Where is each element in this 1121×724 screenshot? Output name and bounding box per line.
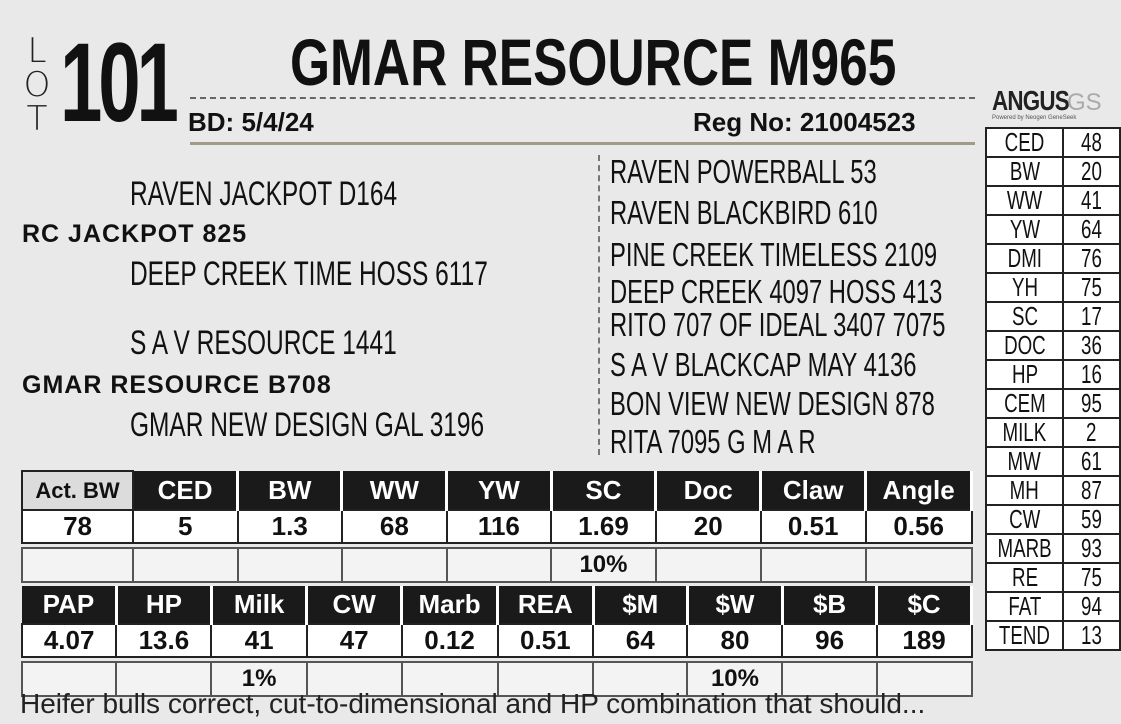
trait-percentile-text: 93 [1081, 533, 1102, 563]
birth-date-value: 5/4/24 [241, 107, 314, 137]
percentile-rank-table [985, 127, 1121, 651]
trait-label [986, 360, 1063, 389]
epd-percentile [761, 548, 866, 582]
pedigree-sire: RC JACKPOT 825 [22, 220, 248, 248]
percentile-row [986, 476, 1120, 505]
trait-label [986, 418, 1063, 447]
footer-text: Heifer bulls correct, cut-to-dimensional and HP combination that should... [20, 688, 926, 719]
trait-label [986, 186, 1063, 215]
epd-value: 20 [656, 510, 761, 543]
trait-percentile-text: 13 [1081, 620, 1102, 650]
trait-label [986, 563, 1063, 592]
epd-table-1 [21, 470, 973, 583]
logo-tagline: Powered by Neogen GeneSeek [992, 115, 1077, 121]
epd-header: Doc [656, 471, 761, 510]
pedigree-dam-sire: S A V RESOURCE 1441 [130, 324, 397, 362]
percentile-row [986, 447, 1120, 476]
trait-percentile [1063, 302, 1120, 331]
epd-header: BW [238, 471, 342, 510]
trait-percentile-text: 20 [1081, 156, 1102, 186]
epd-header: $M [593, 586, 687, 624]
trait-label-text: RE [1011, 562, 1038, 592]
pedigree-sire-sire: RAVEN JACKPOT D164 [130, 175, 398, 213]
percentile-row [986, 215, 1120, 244]
epd-header: YW [447, 471, 551, 510]
percentile-row [986, 273, 1120, 302]
epd-header: Act. BW [22, 471, 133, 510]
trait-label [986, 157, 1063, 186]
trait-percentile [1063, 244, 1120, 273]
divider [190, 142, 975, 145]
trait-label-text: MH [1010, 475, 1040, 505]
epd-header: REA [498, 586, 594, 624]
lot-letter: T [26, 99, 48, 139]
trait-label [986, 476, 1063, 505]
trait-label-text: CED [1004, 127, 1045, 157]
epd-headers-row [22, 471, 972, 510]
epd-value: 4.07 [22, 624, 116, 657]
reg-label: Reg No: [693, 107, 793, 137]
epd-percentile [133, 548, 237, 582]
pedigree-gg-2: RAVEN BLACKBIRD 610 [610, 194, 878, 231]
trait-label [986, 389, 1063, 418]
trait-percentile-text: 2 [1086, 417, 1097, 447]
trait-percentile [1063, 360, 1120, 389]
trait-percentile-text: 75 [1081, 272, 1102, 302]
trait-label [986, 447, 1063, 476]
percentile-row [986, 621, 1120, 650]
epd-percentile: 10% [551, 548, 656, 582]
epd-header: Angle [866, 471, 972, 510]
trait-label-text: HP [1011, 359, 1038, 389]
epd-value: 0.51 [761, 510, 866, 543]
pedigree-gg-7: BON VIEW NEW DESIGN 878 [610, 385, 935, 422]
trait-percentile-text: 94 [1081, 591, 1102, 621]
trait-percentile [1063, 389, 1120, 418]
trait-percentile [1063, 128, 1120, 157]
trait-percentile-text: 76 [1081, 243, 1102, 273]
trait-label-text: WW [1006, 185, 1043, 215]
trait-label [986, 621, 1063, 650]
epd-value: 5 [133, 510, 237, 543]
epd-value: 1.3 [238, 510, 342, 543]
pedigree-gg-4: DEEP CREEK 4097 HOSS 413 [610, 273, 943, 310]
trait-label-text: MILK [1002, 417, 1047, 447]
trait-label [986, 505, 1063, 534]
epd-values-row [22, 624, 972, 657]
percentile-row [986, 418, 1120, 447]
trait-percentile [1063, 418, 1120, 447]
trait-label [986, 592, 1063, 621]
percentile-row [986, 128, 1120, 157]
trait-percentile-text: 95 [1081, 388, 1102, 418]
pedigree-gg-1: RAVEN POWERBALL 53 [610, 153, 877, 190]
trait-percentile [1063, 476, 1120, 505]
epd-header: SC [551, 471, 656, 510]
epd-header: CW [307, 586, 402, 624]
percentile-row [986, 360, 1120, 389]
trait-percentile [1063, 447, 1120, 476]
trait-percentile-text: 75 [1081, 562, 1102, 592]
epd-percentile [238, 548, 342, 582]
lot-letter: O [23, 65, 51, 105]
trait-percentile-text: 41 [1081, 185, 1102, 215]
epd-percentile [447, 548, 551, 582]
trait-percentile [1063, 534, 1120, 563]
pedigree-dam-dam: GMAR NEW DESIGN GAL 3196 [130, 406, 485, 444]
trait-label-text: MARB [997, 533, 1052, 563]
pedigree-sire-dam: DEEP CREEK TIME HOSS 6117 [130, 255, 488, 293]
epd-percentile [656, 548, 761, 582]
trait-percentile [1063, 215, 1120, 244]
trait-label [986, 302, 1063, 331]
trait-percentile-text: 17 [1081, 301, 1102, 331]
epd-header: WW [342, 471, 447, 510]
trait-label-text: DOC [1003, 330, 1046, 360]
epd-value: 116 [447, 510, 551, 543]
percentile-row [986, 244, 1120, 273]
trait-label-text: TEND [999, 620, 1051, 650]
trait-label-text: FAT [1008, 591, 1042, 621]
epd-percentile [22, 548, 133, 582]
epd-percentile: 1% [211, 662, 306, 696]
epd-header: $C [877, 586, 972, 624]
pedigree-gg-5: RITO 707 OF IDEAL 3407 7075 [610, 306, 946, 343]
lot-label [22, 31, 52, 139]
epd-percentile [866, 548, 972, 582]
epd-percentile [342, 548, 447, 582]
trait-percentile [1063, 505, 1120, 534]
logo-gs: GS [1067, 89, 1102, 116]
footer-comment [0, 688, 980, 719]
percentile-row [986, 331, 1120, 360]
percentile-row [986, 157, 1120, 186]
epd-header: CED [133, 471, 237, 510]
divider [190, 97, 975, 99]
trait-percentile [1063, 186, 1120, 215]
epd-value: 80 [687, 624, 782, 657]
trait-percentile-text: 61 [1081, 446, 1102, 476]
epd-headers-row [22, 586, 972, 624]
divider [598, 155, 600, 455]
percentile-row [986, 534, 1120, 563]
pedigree-gg-8: RITA 7095 G M A R [610, 423, 816, 460]
epd-percentile: 10% [687, 662, 782, 696]
epd-header: $B [782, 586, 876, 624]
epd-value: 13.6 [116, 624, 211, 657]
trait-label-text: CW [1008, 504, 1041, 534]
epd-value: 0.12 [402, 624, 498, 657]
trait-label-text: YW [1009, 214, 1040, 244]
reg-value: 21004523 [799, 107, 916, 137]
percentile-row [986, 186, 1120, 215]
epd-header: Claw [761, 471, 866, 510]
percentile-row [986, 505, 1120, 534]
lot-letter: L [27, 31, 47, 71]
trait-percentile [1063, 563, 1120, 592]
trait-percentile [1063, 157, 1120, 186]
epd-header: $W [687, 586, 782, 624]
trait-percentile [1063, 273, 1120, 302]
trait-percentile-text: 87 [1081, 475, 1102, 505]
trait-label-text: MW [1007, 446, 1042, 476]
trait-percentile-text: 16 [1081, 359, 1102, 389]
epd-value: 41 [211, 624, 306, 657]
pedigree-dam: GMAR RESOURCE B708 [22, 371, 332, 399]
epd-value: 68 [342, 510, 447, 543]
percentile-row [986, 302, 1120, 331]
epd-value: 47 [307, 624, 402, 657]
registration-number [693, 107, 916, 138]
angus-gs-logo [992, 85, 1102, 121]
epd-values-row [22, 510, 972, 543]
trait-label-text: CEM [1003, 388, 1046, 418]
lot-number: 101 [60, 20, 175, 145]
epd-value: 189 [877, 624, 972, 657]
trait-percentile-text: 64 [1081, 214, 1102, 244]
logo-text: ANGUS [992, 85, 1069, 116]
trait-label [986, 128, 1063, 157]
trait-percentile-text: 36 [1081, 330, 1102, 360]
trait-label-text: BW [1009, 156, 1040, 186]
trait-percentile [1063, 592, 1120, 621]
trait-label [986, 534, 1063, 563]
epd-value: 0.56 [866, 510, 972, 543]
percentile-row [986, 592, 1120, 621]
animal-name: GMAR RESOURCE M965 [290, 25, 897, 99]
trait-percentile [1063, 621, 1120, 650]
trait-label-text: SC [1011, 301, 1038, 331]
epd-header: HP [116, 586, 211, 624]
birth-date [188, 107, 314, 138]
trait-percentile [1063, 331, 1120, 360]
pedigree-gg-3: PINE CREEK TIMELESS 2109 [610, 236, 938, 273]
epd-value: 78 [22, 510, 133, 543]
trait-label [986, 331, 1063, 360]
epd-header: Marb [402, 586, 498, 624]
trait-label [986, 273, 1063, 302]
percentile-row [986, 563, 1120, 592]
percentile-row [986, 389, 1120, 418]
epd-value: 64 [593, 624, 687, 657]
epd-value: 0.51 [498, 624, 594, 657]
epd-pct-row [22, 548, 972, 582]
epd-value: 1.69 [551, 510, 656, 543]
trait-label [986, 244, 1063, 273]
epd-header: Milk [211, 586, 306, 624]
epd-header: PAP [22, 586, 116, 624]
trait-label-text: YH [1011, 272, 1038, 302]
trait-percentile-text: 59 [1081, 504, 1102, 534]
trait-percentile-text: 48 [1081, 127, 1102, 157]
birth-date-label: BD: [188, 107, 235, 137]
trait-label-text: DMI [1007, 243, 1042, 273]
pedigree-gg-6: S A V BLACKCAP MAY 4136 [610, 346, 917, 383]
trait-label [986, 215, 1063, 244]
epd-value: 96 [782, 624, 876, 657]
epd-table-2 [21, 586, 973, 697]
